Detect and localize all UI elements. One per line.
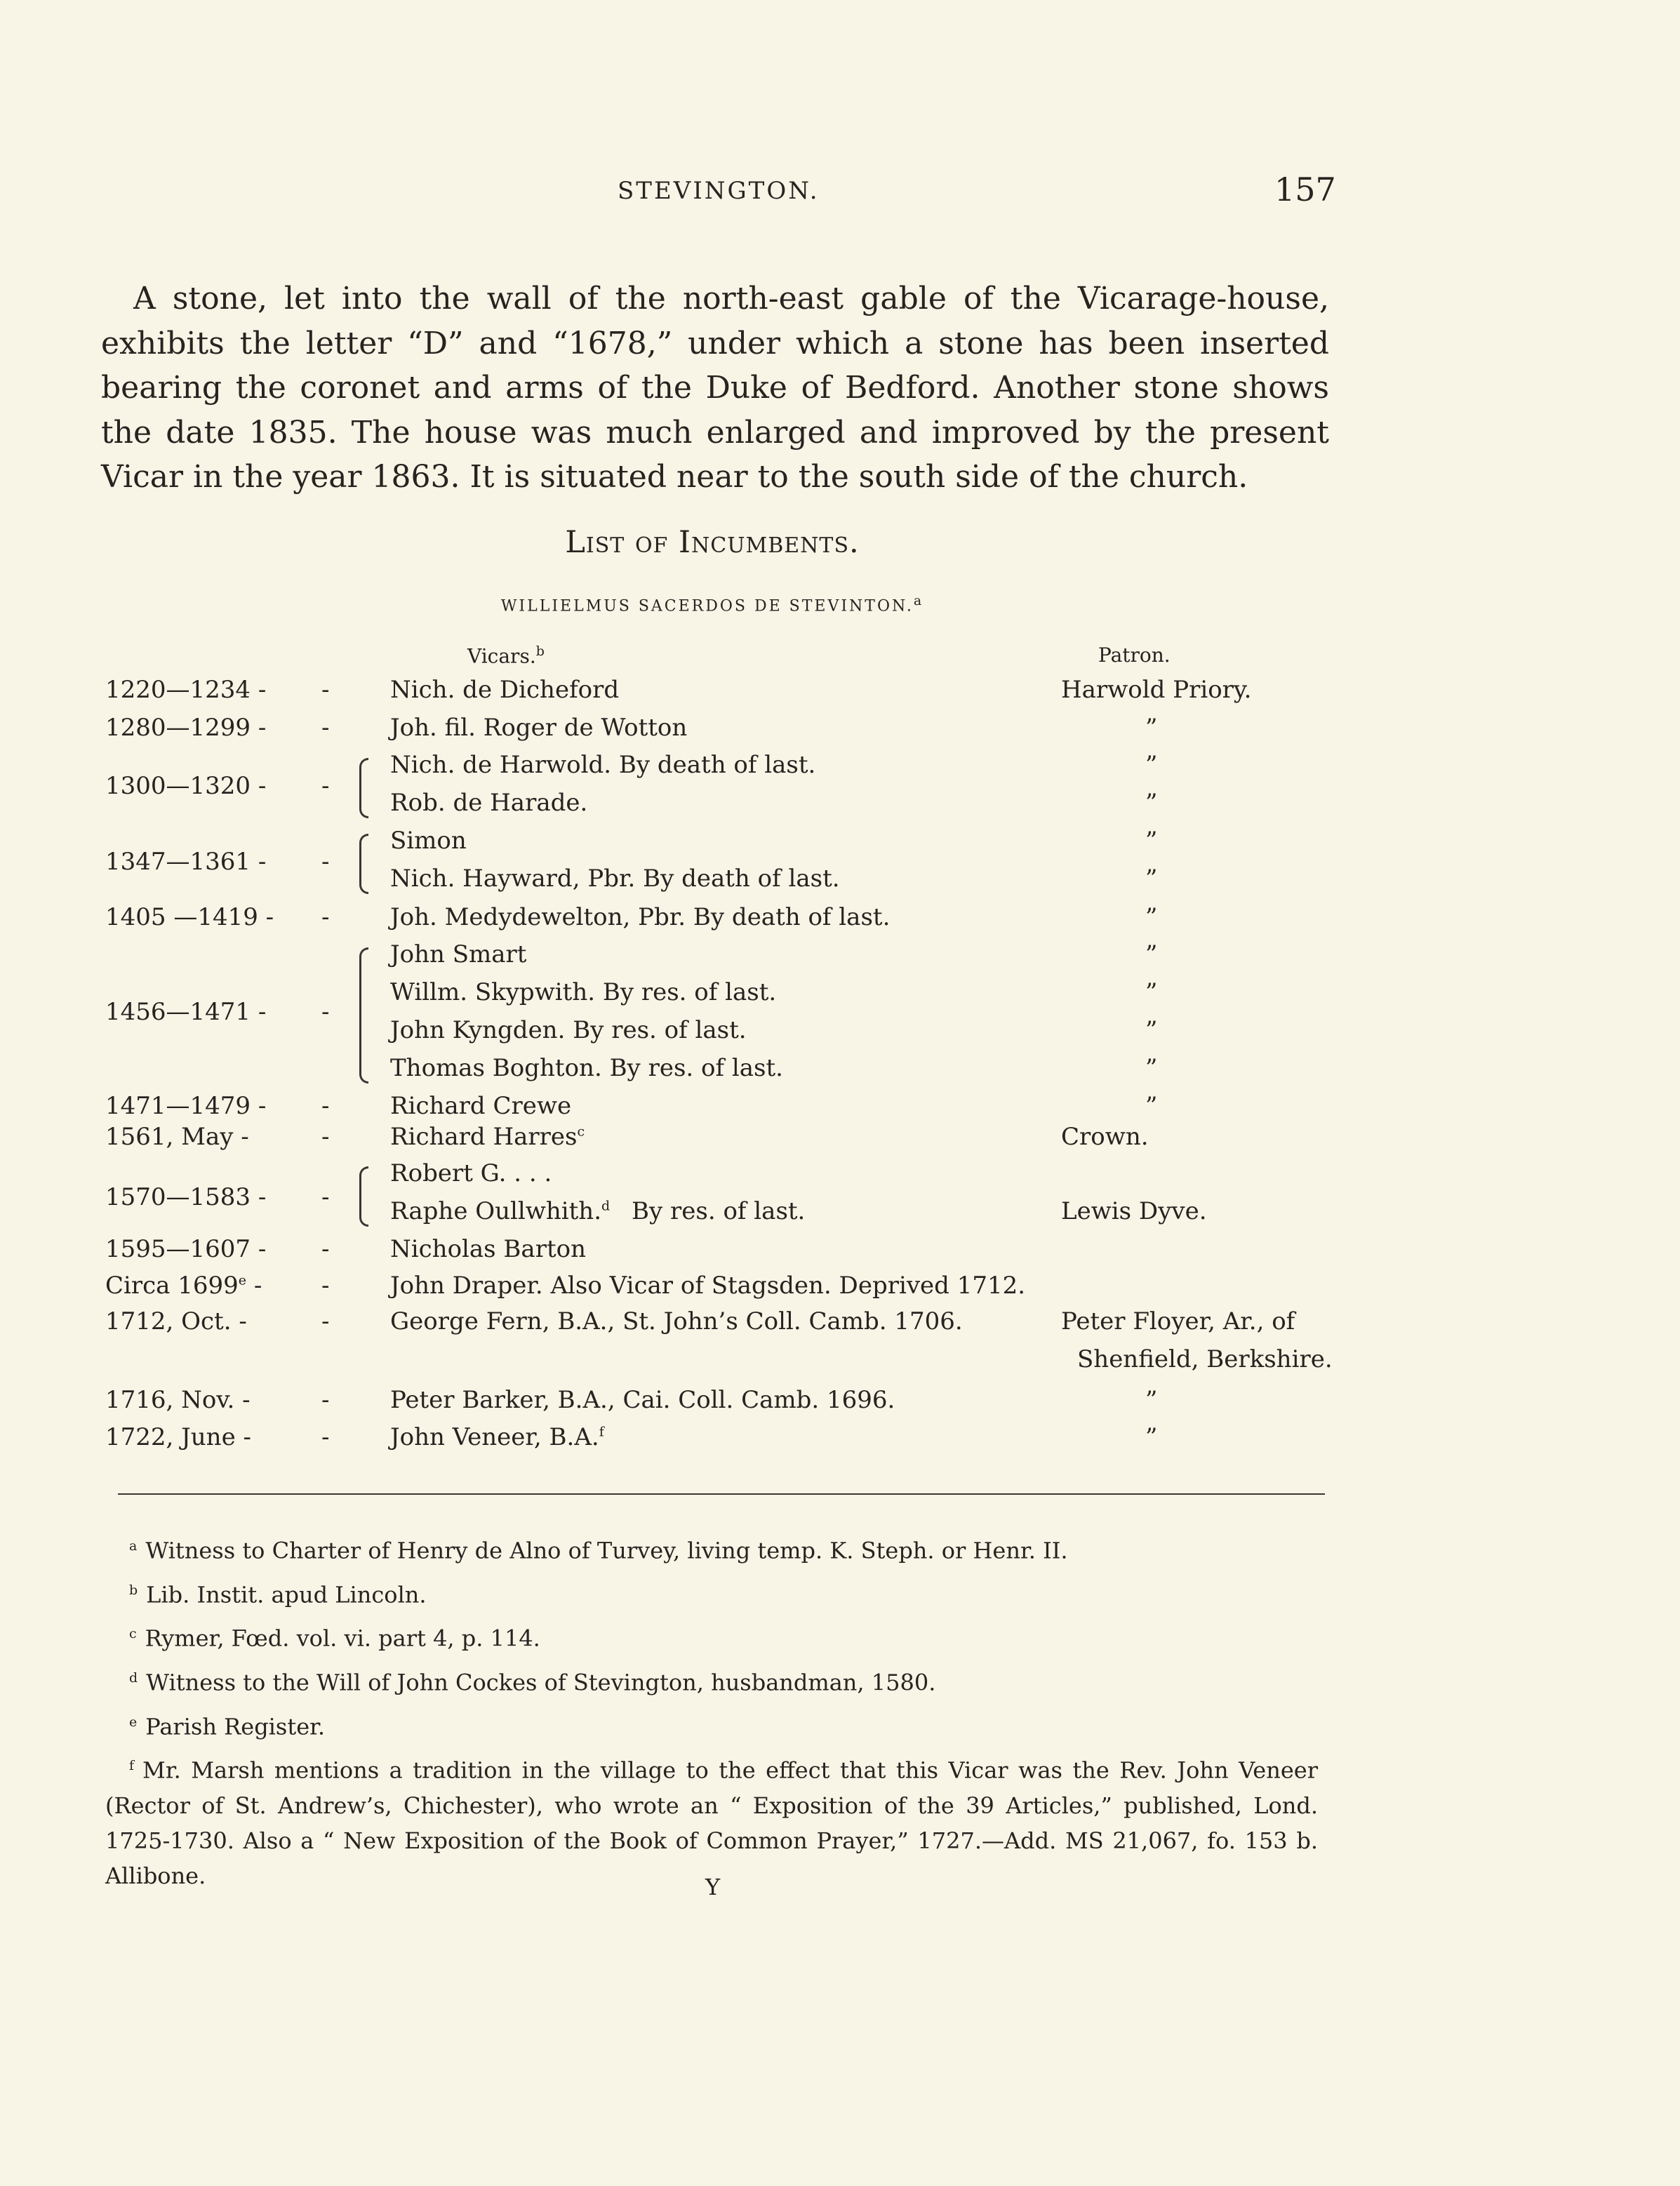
footnote-mark: c	[129, 1626, 137, 1642]
incumbent-row	[0, 903, 1680, 940]
row-patron: Lewis Dyve.	[1061, 1197, 1207, 1225]
group-vicar-row	[0, 978, 1680, 1015]
footnote-ref-a: a	[913, 593, 924, 608]
row-dash: -	[321, 714, 330, 742]
row-date: Circa 1699e -	[105, 1272, 262, 1300]
row-patron: Crown.	[1061, 1123, 1149, 1151]
row-dash: -	[321, 1235, 330, 1263]
ditto-mark: ”	[1145, 1054, 1158, 1082]
incumbent-row	[0, 1272, 1680, 1308]
row-date: 1405 —1419 -	[105, 903, 274, 931]
row-dash: -	[321, 1307, 330, 1335]
ditto-mark: ”	[1145, 978, 1158, 1006]
ditto-mark: ”	[1145, 714, 1158, 742]
footnote: $^f$ Mr. Marsh mentions a tradition in the village to the effect that this Vicar was the Rev. John Veneer (Rector of St. Andrew’s, Chichester), who wrote an “ Exposition of the 39 Articles,” published, Lond. 1725-1730. Also a “ New Exposition of the Book of Common Prayer,” 1727.—Add. MS 21,067, fo. 153 b. Allibone.	[105, 1757, 1318, 1889]
row-date: 1722, June -	[105, 1423, 251, 1451]
row-date: 1220—1234 -	[105, 676, 267, 704]
footnote: $^a$ Witness to Charter of Henry de Alno of Turvey, living temp. K. Steph. or Henr. II.	[129, 1537, 1068, 1564]
row-date: 1561, May -	[105, 1123, 249, 1151]
group-vicar-row	[0, 1197, 1680, 1234]
row-dash: -	[321, 1092, 330, 1120]
group-date: 1347—1361 -	[105, 848, 267, 876]
row-vicar: Thomas Boghton. By res. of last.	[390, 1054, 783, 1082]
row-vicar: George Fern, B.A., St. John’s Coll. Camb. 1706.	[390, 1307, 963, 1335]
row-note: By res. of last.	[632, 1197, 806, 1225]
footnote: $^c$ Rymer, Fœd. vol. vi. part 4, p. 114.	[129, 1625, 540, 1652]
row-dash: -	[321, 1386, 330, 1414]
footnote: $^d$ Witness to the Will of John Cockes of Stevington, husbandman, 1580.	[129, 1669, 936, 1696]
footnote-divider	[118, 1493, 1325, 1495]
incumbent-row	[0, 1235, 1680, 1272]
footnote-ref-f: f	[599, 1424, 604, 1440]
incumbent-row	[0, 1386, 1680, 1422]
row-dash: -	[321, 676, 330, 704]
group-vicar-row	[0, 865, 1680, 901]
group-vicar-row	[0, 940, 1680, 977]
row-vicar: Peter Barker, B.A., Cai. Coll. Camb. 1696.	[390, 1386, 895, 1414]
row-dash: -	[321, 848, 330, 876]
row-vicar: Richard Crewe	[390, 1092, 572, 1120]
footnote-mark: e	[129, 1714, 138, 1730]
row-vicar: Nicholas Barton	[390, 1235, 586, 1263]
row-vicar: Raphe Oullwhith.$^d$	[390, 1197, 611, 1225]
group-date: 1456—1471 -	[105, 998, 267, 1026]
row-date: 1471—1479 -	[105, 1092, 267, 1120]
running-head: STEVINGTON.	[618, 177, 820, 205]
footnote-mark: b	[129, 1582, 138, 1598]
group-vicar-row	[0, 827, 1680, 863]
footnote-mark: f	[129, 1758, 135, 1774]
row-vicar: Simon	[390, 827, 467, 855]
row-dash: -	[321, 1183, 330, 1211]
ditto-mark: ”	[1145, 1423, 1158, 1451]
incumbent-row	[0, 676, 1680, 712]
incumbent-row	[0, 1123, 1680, 1159]
row-dash: -	[321, 998, 330, 1026]
footnote: $^e$ Parish Register.	[129, 1713, 326, 1740]
row-dash: -	[321, 772, 330, 800]
row-vicar: John Smart	[390, 940, 527, 968]
ditto-mark: ”	[1145, 865, 1158, 893]
footnote-ref-c: c	[577, 1124, 585, 1140]
ditto-mark: ”	[1145, 1386, 1158, 1414]
signature-mark: Y	[705, 1874, 721, 1900]
ditto-mark: ”	[1145, 751, 1158, 779]
row-date: 1712, Oct. -	[105, 1307, 247, 1335]
row-vicar: Rob. de Harade.	[390, 789, 588, 817]
row-dash: -	[321, 1423, 330, 1451]
group-date: 1300—1320 -	[105, 772, 267, 800]
row-date: 1716, Nov. -	[105, 1386, 251, 1414]
group-vicar-row	[0, 751, 1680, 787]
row-patron: Harwold Priory.	[1061, 676, 1252, 704]
intro-paragraph: A stone, let into the wall of the north-east gable of the Vicarage-house, exhibits the letter “D” and “1678,” under which a stone has been inserted bearing the coronet and arms of the Duke of Bedford. Another stone shows the date 1835. The house was much enlarged and improved by the present Vicar in the year 1863. It is situated near to the south side of the church.	[101, 281, 1329, 495]
footnote: $^b$ Lib. Instit. apud Lincoln.	[129, 1581, 427, 1608]
row-dash: -	[321, 903, 330, 931]
row-vicar: John Veneer, B.A.$^f$	[390, 1423, 604, 1451]
vicars-column-header: Vicars.$^b$	[467, 644, 545, 668]
footnote-ref-b: b	[535, 644, 545, 659]
footnote-ref-d: d	[601, 1198, 611, 1214]
row-vicar: Nich. de Dicheford	[390, 676, 620, 704]
patron-column-header: Patron.	[1098, 644, 1171, 667]
row-patron: Peter Floyer, Ar., of	[1061, 1307, 1295, 1335]
ditto-mark: ”	[1145, 1016, 1158, 1044]
row-vicar: Robert G. . . .	[390, 1159, 552, 1187]
group-vicar-row	[0, 789, 1680, 825]
footnote-mark: a	[129, 1538, 138, 1554]
ditto-mark: ”	[1145, 827, 1158, 855]
row-vicar: Willm. Skypwith. By res. of last.	[390, 978, 777, 1006]
row-vicar: Nich. Hayward, Pbr. By death of last.	[390, 865, 840, 893]
row-date: 1280—1299 -	[105, 714, 267, 742]
row-date: 1595—1607 -	[105, 1235, 267, 1263]
group-vicar-row	[0, 1016, 1680, 1053]
page-number: 157	[1274, 171, 1336, 208]
row-vicar: Joh. fil. Roger de Wotton	[390, 714, 688, 742]
ditto-mark: ”	[1145, 1092, 1158, 1120]
group-vicar-row	[0, 1159, 1680, 1196]
row-vicar: John Draper. Also Vicar of Stagsden. Deprived 1712.	[390, 1272, 1026, 1300]
row-vicar: Richard Harres$^c$	[390, 1123, 585, 1151]
ditto-mark: ”	[1145, 789, 1158, 817]
row-vicar: Joh. Medydewelton, Pbr. By death of last.	[390, 903, 891, 931]
incumbent-row	[0, 1423, 1680, 1460]
row-patron-continued: Shenfield, Berkshire.	[1077, 1345, 1333, 1373]
group-vicar-row	[0, 1054, 1680, 1091]
footnotes	[105, 1528, 1318, 1898]
group-date: 1570—1583 -	[105, 1183, 267, 1211]
row-dash: -	[321, 1123, 330, 1151]
ditto-mark: ”	[1145, 903, 1158, 931]
incumbent-row	[0, 714, 1680, 750]
footnote-ref-e: e	[238, 1272, 247, 1288]
row-dash: -	[321, 1272, 330, 1300]
row-vicar: Nich. de Harwold. By death of last.	[390, 751, 816, 779]
ditto-mark: ”	[1145, 940, 1158, 968]
row-vicar: John Kyngden. By res. of last.	[390, 1016, 747, 1044]
incumbent-row	[0, 1307, 1680, 1385]
footnote-mark: d	[129, 1670, 138, 1686]
list-subtitle: WILLIELMUS SACERDOS DE STEVINTON.$^a$	[500, 593, 924, 615]
list-title: List of Incumbents.	[565, 525, 860, 560]
